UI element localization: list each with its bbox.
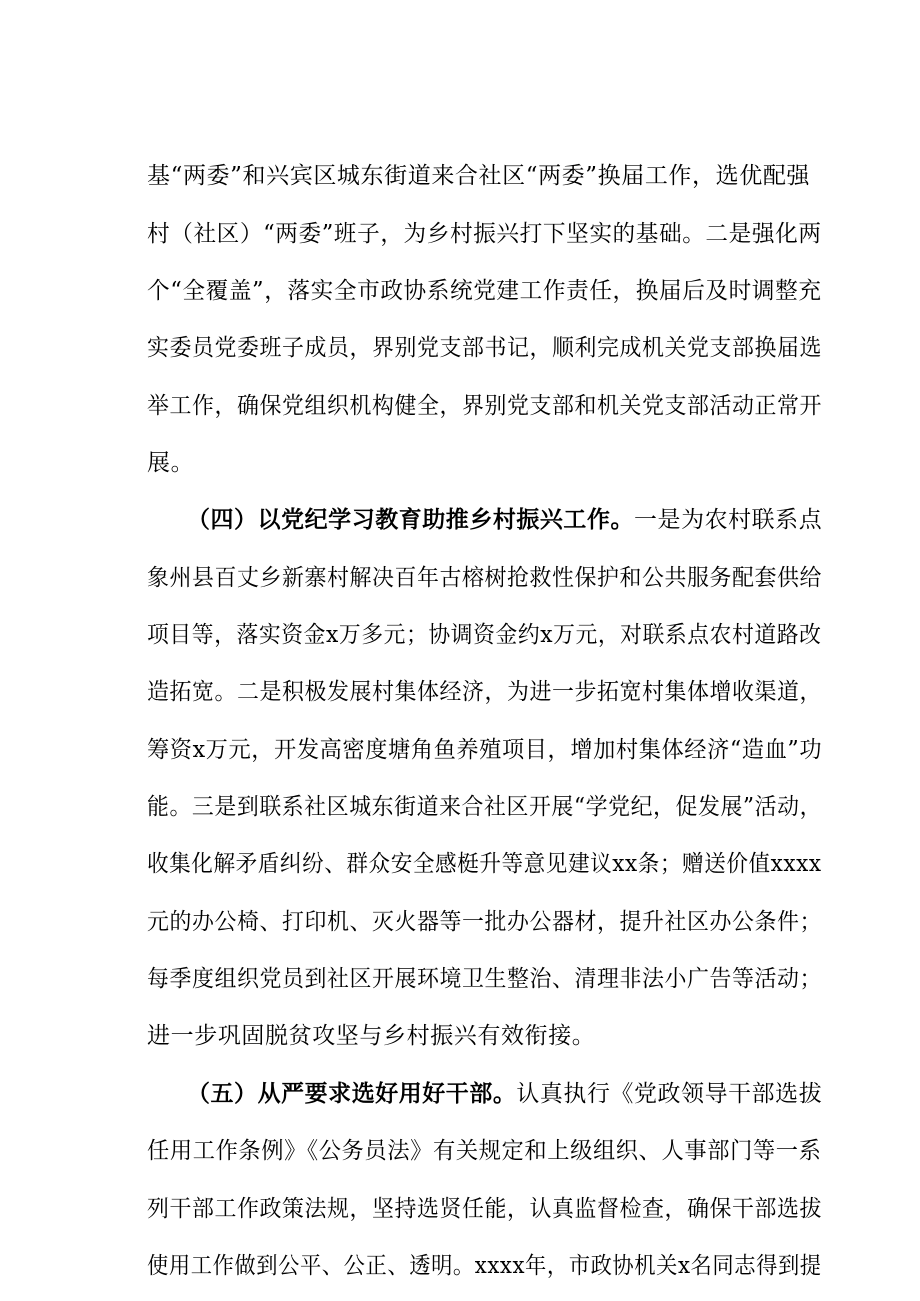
paragraph-line: 村（社区）“两委”班子，为乡村振兴打下坚实的基础。二是强化两 [147,221,822,247]
paragraph-line: 造拓宽。二是积极发展村集体经济，为进一步拓宽村集体增收渠道， [147,679,823,705]
paragraph-line: 列干部工作政策法规，坚持选贤任能，认真监督检查，确保干部选拔 [147,1196,823,1222]
paragraph-line: 个“全覆盖”，落实全市政协系统党建工作责任，换届后及时调整充 [147,278,822,304]
section-four-first-line [187,500,822,540]
paragraph-line: 筹资x万元，开发高密度塘角鱼养殖项目，增加村集体经济“造血”功 [147,737,823,763]
paragraph-line: 展。 [147,450,195,476]
paragraph-line: 基“两委”和兴宾区城东街道来合社区“两委”换届工作，选优配强 [147,163,811,189]
paragraph-line: 实委员党委班子成员，界别党支部书记，顺利完成机关党支部换届选 [147,335,823,361]
paragraph-line: 项目等，落实资金x万多元；协调资金约x万元，对联系点农村道路改 [147,622,822,648]
paragraph-line: 任用工作条例》《公务员法》有关规定和上级组织、人事部门等一系 [147,1138,822,1164]
section-five-heading: （五）从严要求选好用好干部。 [187,1080,517,1107]
paragraph-line: 收集化解矛盾纠纷、群众安全感梃升等意见建议xx条；赠送价值xxxx [147,851,822,877]
section-four-heading: （四）以党纪学习教育助推乡村振兴工作。 [187,506,635,533]
paragraph-line: 能。三是到联系社区城东街道来合社区开展“学党纪，促发展”活动， [147,794,823,820]
section-five-intro: 认真执行《党政领导干部选拔 [516,1081,823,1107]
paragraph-line: 举工作，确保党组织机构健全，界别党支部和机关党支部活动正常开 [147,393,823,419]
section-four-intro: 一是为农村联系点 [634,507,823,533]
paragraph-line: 元的办公椅、打印机、灭火器等一批办公器材，提升社区办公条件； [147,909,823,935]
section-five-first-line [187,1074,822,1114]
paragraph-line: 每季度组织党员到社区开展环境卫生整治、清理非法小广告等活动； [147,966,823,992]
paragraph-line: 象州县百丈乡新寨村解决百年古榕树抢救性保护和公共服务配套供给 [147,565,823,591]
paragraph-line: 进一步巩固脱贫攻坚与乡村振兴有效衔接。 [147,1023,596,1049]
paragraph-line: 使用工作做到公平、公正、透明。xxxx年，市政协机关x名同志得到提 [147,1253,822,1279]
